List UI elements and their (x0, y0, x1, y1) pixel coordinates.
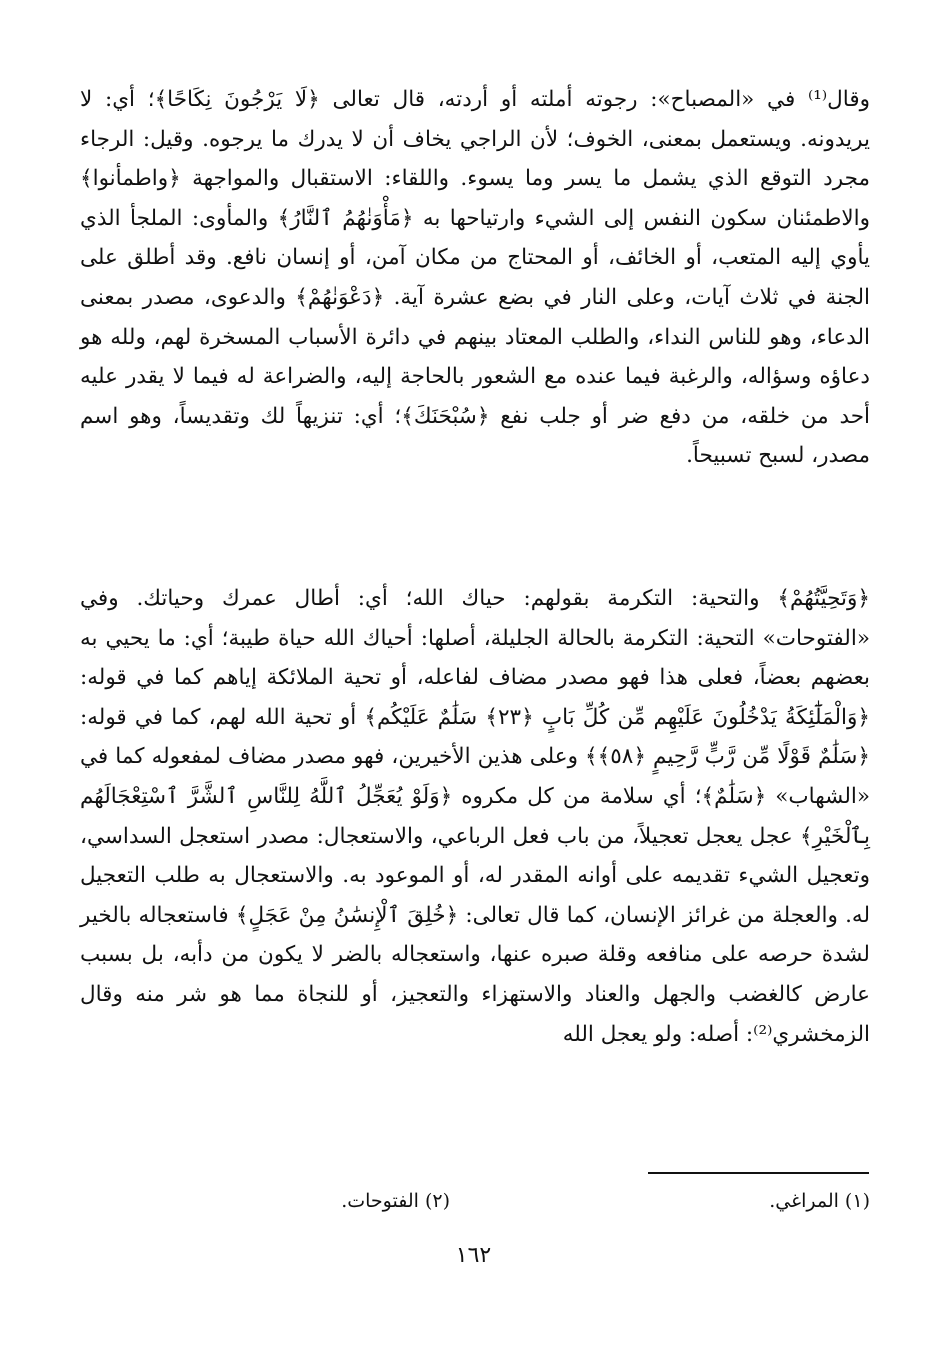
page-number: ١٦٢ (455, 1243, 492, 1268)
footnote-divider (648, 1172, 869, 1174)
body-paragraph-1 (80, 80, 870, 476)
paragraph-text: وقال⁽¹⁾ في «المصباح»: رجوته أملته أو أردته، قال تعالى ﴿لَا يَرْجُونَ نِكَاحًا﴾؛ أي: لا يريدونه. ويستعمل بمعنى، الخوف؛ لأن الراجي يخاف أن لا يدرك ما يرجوه. وقيل: الرجاء مجرد التوقع الذي يشمل ما يسر وما يسوء. واللقاء: الاستقبال والمواجهة ﴿واطمأنوا﴾ والاطمئنان سكون النفس إلى الشيء وارتياحها به ﴿مَأْوَنٰهُمُ ٱلنَّارُ﴾ والمأوى: الملجأ الذي يأوي إليه المتعب، أو الخائف، أو المحتاج من مكان آمن، أو إنسان نافع. وقد أطلق على الجنة في ثلاث آيات، وعلى النار في بضع عشرة آية. ﴿دَعْوَنٰهُمْ﴾ والدعوى، مصدر بمعنى الدعاء، وهو للناس النداء، والطلب المعتاد بينهم في دائرة الأسباب المسخرة لهم، ولله هو دعاؤه وسؤاله، والرغبة فيما عنده مع الشعور بالحاجة إليه، والضراعة له فيما لا يقدر عليه أحد من خلقه، من دفع ضر أو جلب نفع ﴿سُبْحَنَكَ﴾؛ أي: تنزيهاً لك وتقديساً، وهو اسم مصدر، لسبح تسبيحاً. (80, 87, 870, 469)
body-paragraph-2 (80, 579, 870, 1054)
footnote-2: (٢) الفتوحات. (341, 1190, 450, 1212)
paragraph-text: ﴿وَتَحِيَّتُهُمْ﴾ والتحية: التكرمة بقولهم: حياك الله؛ أي: أطال عمرك وحياتك. وفي «الفتوحات» التحية: التكرمة بالحالة الجليلة، أصلها: أحياك الله حياة طيبة؛ أي: ما يحيي به بعضهم بعضاً، فعلى هذا فهو مصدر مضاف لفاعله، أو تحية الملائكة إياهم كما في قوله: ﴿وَالْمَلَٰٓئِكَةُ يَدْخُلُونَ عَلَيْهِم مِّن كُلِّ بَابٍ ﴿٢٣﴾ سَلَٰمٌ عَلَيْكُم﴾ أو تحية الله لهم، كما في قوله: ﴿سَلَٰمٌ قَوْلًا مِّن رَّبٍّ رَّحِيمٍ ﴿٥٨﴾﴾ وعلى هذين الأخيرين، فهو مصدر مضاف لمفعوله كما في «الشهاب» ﴿سَلَٰمٌ﴾؛ أي سلامة من كل مكروه ﴿وَلَوْ يُعَجِّلُ ٱللَّهُ لِلنَّاسِ ٱلشَّرَّ ٱسْتِعْجَالَهُم بِٱلْخَيْرِ﴾ عجل يعجل تعجيلاً، من باب فعل الرباعي، والاستعجال: مصدر استعجل السداسي، وتعجيل الشيء تقديمه على أوانه المقدر له، أو الموعود به. والاستعجال به طلب التعجيل له. والعجلة من غرائز الإنسان، كما قال تعالى: ﴿خُلِقَ ٱلْإِنسَٰنُ مِنْ عَجَلٍ﴾ فاستعجاله بالخير لشدة حرصه على منافعه وقلة صبره عنها، واستعجاله بالضر لا يكون من دأبه، بل بسبب عارض كالغضب والجهل والعناد والاستهزاء والتعجيز، أو للنجاة مما هو شر منه وقال الزمخشري⁽²⁾: أصله: ولو يعجل الله (80, 586, 870, 1047)
footnote-1: (١) المراغي. (769, 1190, 870, 1212)
